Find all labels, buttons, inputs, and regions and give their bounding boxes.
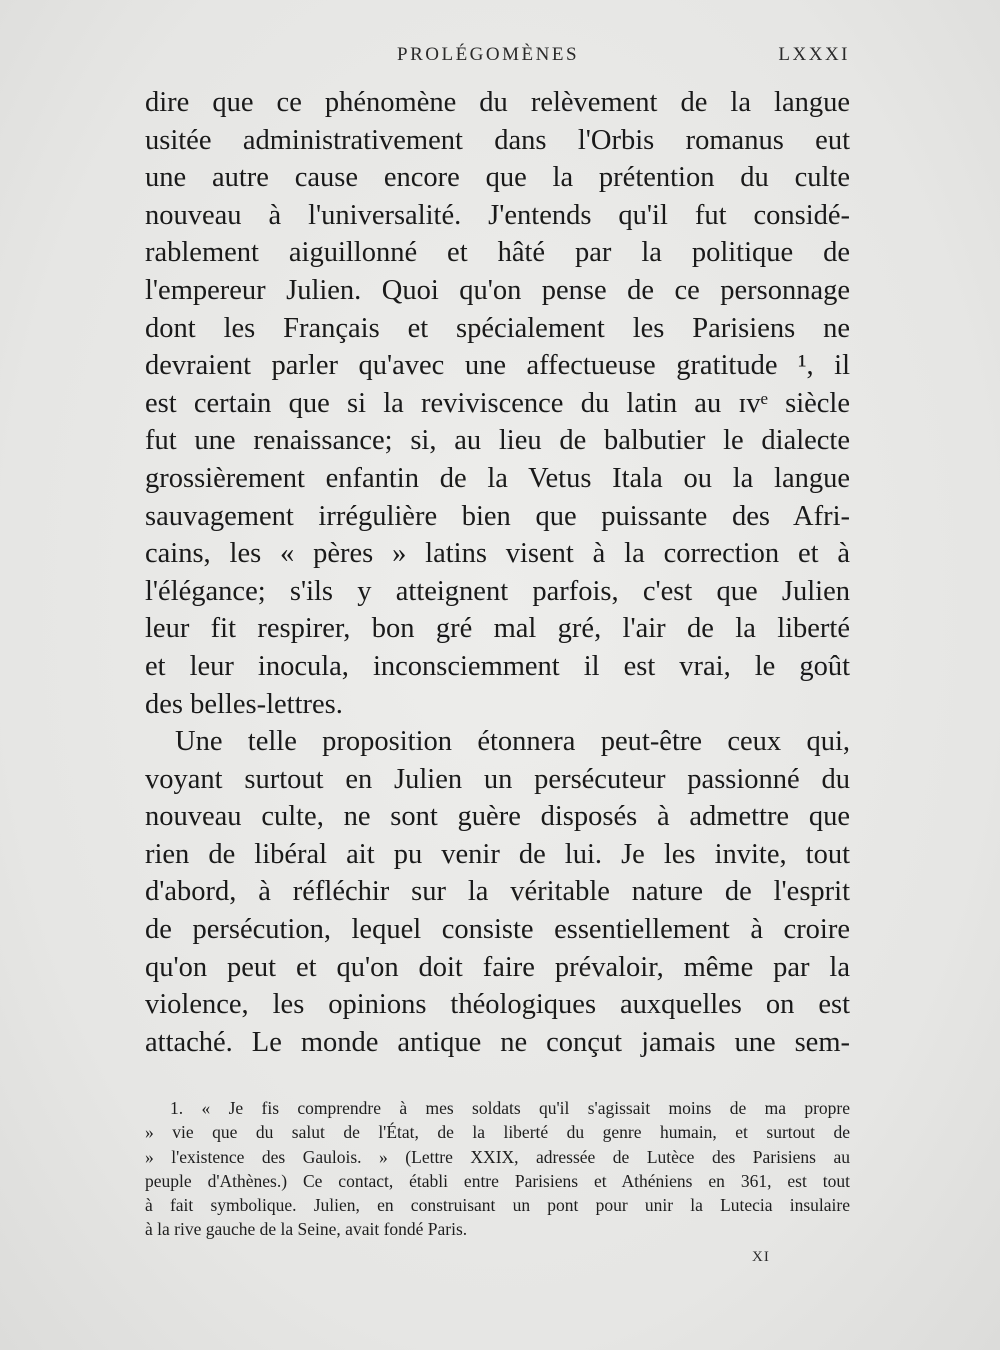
text-line: dire que ce phénomène du relèvement de la langue (145, 87, 850, 118)
text-line: fut une renaissance; si, au lieu de balbutier le dialecte (145, 425, 850, 457)
footnote-line: » l'existence des Gaulois. » (Lettre XXIX, adressée de Lutèce des Parisiens au (145, 1146, 850, 1167)
signature-mark: XI (752, 1249, 770, 1265)
text-line: nouveau culte, ne sont guère disposés à admettre que (145, 801, 850, 833)
footnote-line: peuple d'Athènes.) Ce contact, établi entre Parisiens et Athéniens en 361, est tout (145, 1170, 850, 1191)
text-line: Une telle proposition étonnera peut-être ceux qui, (175, 726, 850, 758)
text-line: usitée administrativement dans l'Orbis romanus eut (145, 124, 850, 156)
text-line: attaché. Le monde antique ne conçut jamais une sem- (145, 1026, 850, 1058)
text-line: leur fit respirer, bon gré mal gré, l'air de la liberté (145, 613, 850, 645)
page-header (145, 44, 850, 74)
text-line: nouveau à l'universalité. J'entends qu'il fut considé- (145, 199, 850, 231)
text-line: de persécution, lequel consiste essentiellement à croire (145, 914, 850, 946)
footnote (145, 1096, 850, 1242)
text-line: une autre cause encore que la prétention du culte (145, 162, 850, 194)
text-line: violence, les opinions théologiques auxquelles on est (145, 989, 850, 1021)
text-line: des belles-lettres. (145, 688, 343, 720)
text-line: devraient parler qu'avec une affectueuse gratitude ¹, il (145, 350, 850, 382)
footnote-line: à fait symbolique. Julien, en construisant un pont pour unir la Lutecia insulaire (145, 1195, 850, 1216)
main-text (145, 84, 850, 1061)
text-line: rien de libéral ait pu venir de lui. Je les invite, tout (145, 838, 850, 870)
paragraph-1 (145, 84, 850, 723)
text-line: l'empereur Julien. Quoi qu'on pense de ce personnage (145, 274, 850, 306)
paragraph-2 (145, 723, 850, 1061)
text-line: voyant surtout en Julien un persécuteur passionné du (145, 763, 850, 795)
text-line: est certain que si la reviviscence du latin au ɪvᵉ siècle (145, 387, 850, 419)
page-number: LXXXI (778, 44, 850, 65)
footnote-line: » vie que du salut de l'État, de la liberté du genre humain, et surtout de (145, 1122, 850, 1143)
footnote-line: 1. « Je fis comprendre à mes soldats qu'il s'agissait moins de ma propre (170, 1098, 850, 1118)
running-title: PROLÉGOMÈNES (397, 44, 580, 65)
text-line: et leur inocula, inconsciemment il est vrai, le goût (145, 650, 850, 682)
text-line: dont les Français et spécialement les Parisiens ne (145, 312, 850, 344)
text-line: sauvagement irrégulière bien que puissante des Afri- (145, 500, 850, 532)
text-line: qu'on peut et qu'on doit faire prévaloir, même par la (145, 951, 850, 983)
text-line: rablement aiguillonné et hâté par la politique de (145, 237, 850, 269)
text-line: cains, les « pères » latins visent à la correction et à (145, 538, 850, 570)
text-line: grossièrement enfantin de la Vetus Itala ou la langue (145, 462, 850, 494)
text-line: l'élégance; s'ils y atteignent parfois, c'est que Julien (145, 575, 850, 607)
footnote-line: à la rive gauche de la Seine, avait fondé Paris. (145, 1219, 468, 1240)
text-line: d'abord, à réfléchir sur la véritable nature de l'esprit (145, 876, 850, 908)
